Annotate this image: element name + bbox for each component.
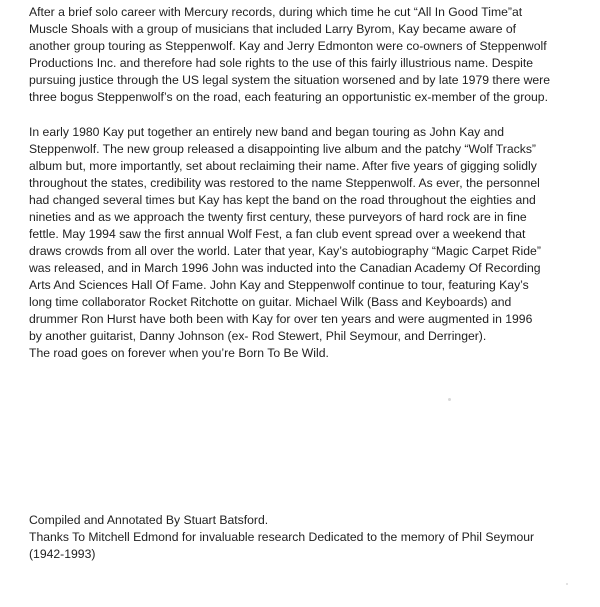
scan-speck — [566, 583, 568, 585]
paragraph-1-line: After a brief solo career with Mercury records, during which time he cut “All In Good Time”at — [29, 5, 523, 19]
paragraph-2-line: Steppenwolf. The new group released a disappointing live album and the patchy “Wolf Tracks” — [29, 142, 536, 156]
paragraph-2-line: long time collaborator Rocket Ritchotte on guitar. Michael Wilk (Bass and Keyboards) and — [29, 295, 512, 309]
paragraph-1-line: Muscle Shoals with a group of musicians that included Larry Byrom, Kay became aware of — [29, 22, 517, 36]
paragraph-2-line: nineties and as we approach the twenty first century, these purveyors of hard rock are in fine — [29, 210, 527, 224]
paragraph-2-line: drummer Ron Hurst have both been with Kay for over ten years and were augmented in 1996 — [29, 312, 533, 326]
credits-line: Compiled and Annotated By Stuart Batsford. — [29, 513, 269, 527]
paragraph-1-line: another group touring as Steppenwolf. Kay and Jerry Edmonton were co-owners of Steppenwolf — [29, 39, 547, 53]
paragraph-1-line: pursuing justice through the US legal system the situation worsened and by late 1979 there were — [29, 73, 550, 87]
paragraph-2-line: was released, and in March 1996 John was inducted into the Canadian Academy Of Recording — [29, 261, 541, 275]
paragraph-1-line: Productions Inc. and therefore had sole rights to the use of this fairly illustrious name. Despite — [29, 56, 534, 70]
credits-line: Thanks To Mitchell Edmond for invaluable research Dedicated to the memory of Phil Seymour — [29, 530, 535, 544]
paragraph-2-line: In early 1980 Kay put together an entirely new band and began touring as John Kay and — [29, 125, 504, 139]
paragraph-2-line: fettle. May 1994 saw the first annual Wolf Fest, a fan club event spread over a weekend that — [29, 227, 526, 241]
paragraph-2-line: throughout the states, credibility was restored to the name Steppenwolf. As ever, the personnel — [29, 176, 540, 190]
scan-speck — [448, 398, 451, 401]
paragraph-2-line: album but, more importantly, set about reclaiming their name. After five years of gigging solidly — [29, 159, 537, 173]
paragraph-1-line: three bogus Steppenwolf’s on the road, each featuring an opportunistic ex-member of the group. — [29, 90, 548, 104]
credits-line: (1942-1993) — [29, 547, 96, 561]
paragraph-2-line: Arts And Sciences Hall Of Fame. John Kay and Steppenwolf continue to tour, featuring Kay’s — [29, 278, 529, 292]
paragraph-2-line: draws crowds from all over the world. Later that year, Kay’s autobiography “Magic Carpet Ride” — [29, 244, 541, 258]
paragraph-2-line: The road goes on forever when you’re Born To Be Wild. — [29, 346, 329, 360]
paragraph-2-line: by another guitarist, Danny Johnson (ex- Rod Stewert, Phil Seymour, and Derringer). — [29, 329, 487, 343]
paragraph-2-line: had changed several times but Kay has kept the band on the road throughout the eighties and — [29, 193, 536, 207]
